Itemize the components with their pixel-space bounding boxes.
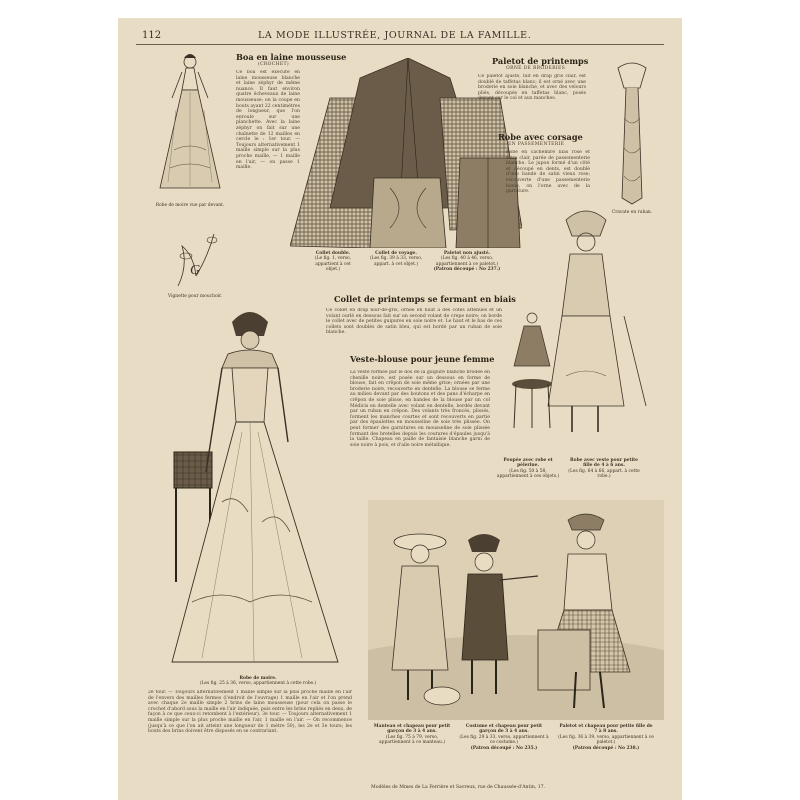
journal-title: LA MODE ILLUSTRÉE, JOURNAL DE LA FAMILLE. — [258, 30, 532, 41]
svg-text:G: G — [190, 263, 201, 278]
page-number: 112 — [142, 30, 162, 41]
caption-vignette: Vignette pour mouchoir. — [167, 294, 222, 299]
caption-robe-veste: Robe avec veste pour petite fille de 4 à 6 ans. (Les fig. 64 à 66, appart. à cette robe.) — [568, 458, 640, 480]
vignette-illustration — [168, 226, 222, 290]
collet-body: Ce collet en drap noir-de-gris, ornée en haut à des cotes attenues et un volant ourlé en dessous fait sur un second volant de crepe noire; on borde le collet avec de petites guipures en soie noire et. Le haut et le bas de ces collets sont doublés de satin bleu, qui est bordé par un ruban de soie blanche. — [326, 308, 502, 336]
paletot-subtitle: ORNÉ DE BRODERIES — [506, 66, 566, 71]
caption-collet-voyage: Collet de voyage. (Les fig. 39 à 33, verso, appart. à cet objet.) — [369, 251, 423, 267]
veste-body: La veste formée par le dos de la guipure blanche brodée en chenille noire, est posée sur un dessous en forme de blouse, fait en crêpon de soie même grise; ornées par une broderie noire, recouverte en dentelle. La blouse se ferme au milieu devant par des boutons et des pans d'écharpe en crêpon de soie plisse, en bandes de la blouse par un col Médicis en dentelle avec volant en dentelle, bordés devant par un ruban en crêpon. Des volants très froncés, plissés, forment les manches courtes et sont recouverts en partie par des épaulettes en mousseline de soie très plissée. On peut former des garnitures en mousseline de soie plissée formant des bretelles depuis les coutures d'épaules jusqu'à la taille. Chapeau en paille de fantaisie blanche garni de soie noire à pois, et d'aile noire métallique. — [350, 370, 490, 448]
paletot-title: Paletot de printemps — [492, 56, 589, 66]
caption-poupee: Poupée avec robe et pèlerine. (Les fig. 50 à 58, appartiennent à ces objets.) — [496, 458, 560, 480]
robe-moire-back-illustration — [162, 302, 342, 672]
footer-credit: Modèles de Mmes de La Ferrière et Savreux, rue de Chaussée-d'Antin, 17. — [370, 785, 546, 790]
cravate-illustration — [610, 58, 654, 208]
caption-paletot-ajuste: Paletot non ajusté. (Les fig. 40 à 46, verso, appartiennent à ce paletot.) (Patron découpé : No 237.) — [433, 251, 501, 273]
caption-manteau: Manteau et chapeau pour petit garçon de 3 à 4 ans. (Les fig. 75 à 79, verso, appartiennent à ce manteau.) — [373, 724, 451, 746]
robe-corsage-subtitle: EN PASSEMENTERIE — [508, 142, 565, 147]
caption-robe-moire-front: Robe de moire vue par devant. — [155, 203, 225, 208]
caption-robe-moire-back: Robe de moire. (Les fig. 25 à 36, verso, appartiennent à cette robe.) — [199, 676, 317, 687]
paletot-body: Ce paletot ajusté, fait en drap gris clair, est doublé de taffetas blanc; il est orné avec une broderie en soie blanche, et avec des velours pliés, découpés en taffetas blanc, posés devant sur le col et aux manches. — [478, 74, 586, 102]
boa-body-continued: 2e tour. — Toujours alternativement 1 maille simple sur la plus proche maille en l'air de l'envers des mailles fermes (l'endroit de l'ouvrage) 1 maille en l'air et l'on prend avec chaque 2e maille simple 2 brins de laine mousseuse (pour cela on passe le crochet d'abord sous la maille en l'air indiquée, puis entre les brins repliés en deux, de façon à ce que ceux-ci retombent à l'extérieur). 3e tour. — Toujours alternativement 1 maille simple sur la plus proche maille en l'air, 1 maille en l'air. — On recommence (jusqu'à ce que l'on ait atteint une longueur de 1 mètre 50), les 2e et 3e tours; les bouts des brins doivent être disposés en se contrariant. — [148, 690, 352, 735]
children-group-illustration — [368, 500, 664, 720]
girl-with-doll-illustration — [506, 206, 666, 436]
caption-paletot-fille: Paletot et chapeau pour petite fille de 7 à 8 ans. (Les fig. 36 à 39, verso, appartiennent à ce paletot.) (Patron découpé : No 238.) — [558, 724, 654, 751]
header-rule — [136, 44, 664, 45]
journal-page — [118, 18, 682, 800]
caption-cravate: Cravate en ruban. — [611, 210, 653, 215]
veste-title: Veste-blouse pour jeune femme — [350, 354, 495, 364]
caption-collet-double: Collet double. (Le fig. 1, verso, appartient à cet objet.) — [314, 251, 352, 273]
boa-subtitle: (CROCHET) — [258, 62, 289, 67]
robe-moire-front-illustration — [156, 50, 224, 200]
robe-corsage-title: Robe avec corsage — [498, 132, 583, 142]
robe-corsage-body: Robe en cachemire lilas rosé et satin clair, parée de passementerie blanche. Le jupon formé d'un côté et découpé en dents, est doublé d'une bande de satin vieux rose; recouverte d'une passementerie boule, on l'orne avec de la garniture. — [506, 150, 590, 195]
collet-title: Collet de printemps se fermant en biais — [334, 294, 516, 304]
boa-body-1: Ce boa est exécuté en laine mousseuse blanche et laine zéphyr de même nuance. Il faut environ quatre écheveaux de laine mousseuse; on la coupe en bouts ayant 22 centimètres de longueur, que l'on enroule sur une planchette. Avec la laine zéphyr on fait sur une chaînette de 12 mailles en cercle le : 1er tour. — Toujours alternativement 1 maille simple sur la plus proche maille, — 1 maille en l'air, — on passe 1 maille. — [236, 70, 300, 171]
boa-title: Boa en laine mousseuse — [236, 52, 347, 62]
caption-costume: Costume et chapeau pour petit garçon de 3 à 4 ans. (Les fig. 29 à 33, verso, appartiennent à ce costume.) (Patron découpé : No 235.) — [459, 724, 549, 751]
